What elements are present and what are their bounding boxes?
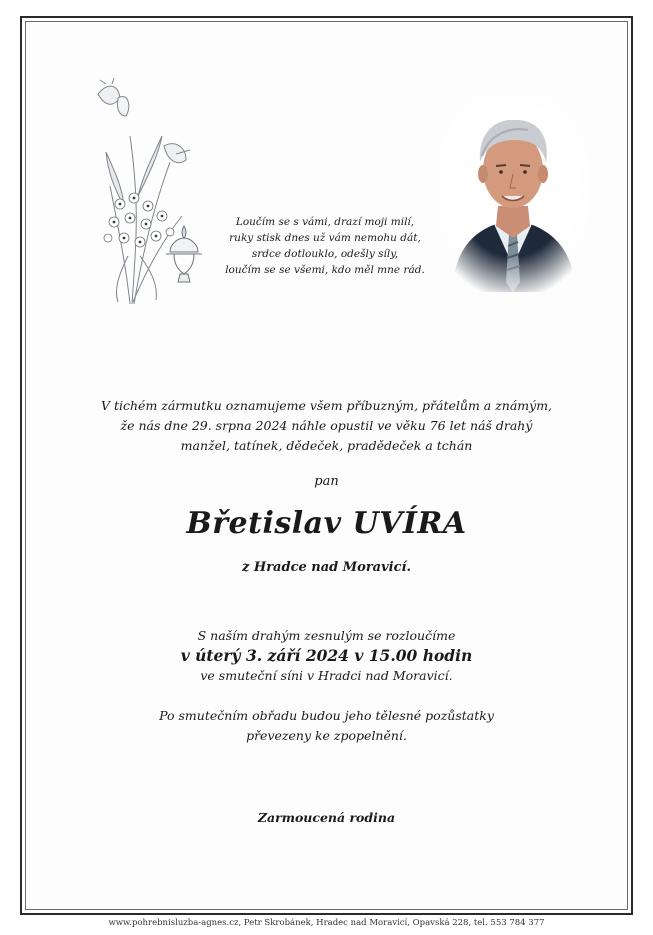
deceased-name: Břetislav UVÍRA	[186, 506, 467, 541]
funeral-place: ve smuteční síni v Hradci nad Moravicí.	[200, 668, 453, 683]
poem-line: Loučím se s vámi, drazí moji milí,	[235, 216, 415, 228]
poem-line: ruky stisk dnes už vám nemohu dát,	[229, 232, 421, 244]
funeral-service-footer: www.pohrebnisluzba-agnes.cz, Petr Škrobánek, Hradec nad Moravicí, Opavská 228, tel. 553 784 377	[108, 918, 545, 928]
poem-line: srdce dotlouklo, odešly síly,	[251, 248, 399, 260]
cremation-line: Po smutečním obřadu budou jeho tělesné pozůstatky	[159, 708, 494, 723]
deceased-origin: z Hradce nad Moravicí.	[242, 560, 411, 575]
farewell-poem	[200, 214, 450, 278]
announcement-text	[40, 396, 613, 456]
family-signature: Zarmoucená rodina	[257, 810, 396, 825]
flower-illustration	[78, 76, 218, 308]
cremation-line: převezeny ke zpopelnění.	[246, 728, 407, 743]
funeral-info	[40, 626, 613, 686]
announcement-line: manžel, tatínek, dědeček, pradědeček a tchán	[180, 438, 473, 453]
portrait-photo	[438, 96, 588, 292]
funeral-datetime: v úterý 3. září 2024 v 15.00 hodin	[180, 646, 473, 665]
salutation: pan	[314, 474, 339, 489]
cremation-info	[40, 706, 613, 746]
poem-line: loučím se se všemi, kdo měl mne rád.	[225, 264, 425, 276]
announcement-line: V tichém zármutku oznamujeme všem příbuzným, přátelům a známým,	[100, 398, 553, 413]
announcement-line: že nás dne 29. srpna 2024 náhle opustil ve věku 76 let náš drahý	[120, 418, 533, 433]
funeral-intro: S naším drahým zesnulým se rozloučíme	[197, 628, 456, 643]
